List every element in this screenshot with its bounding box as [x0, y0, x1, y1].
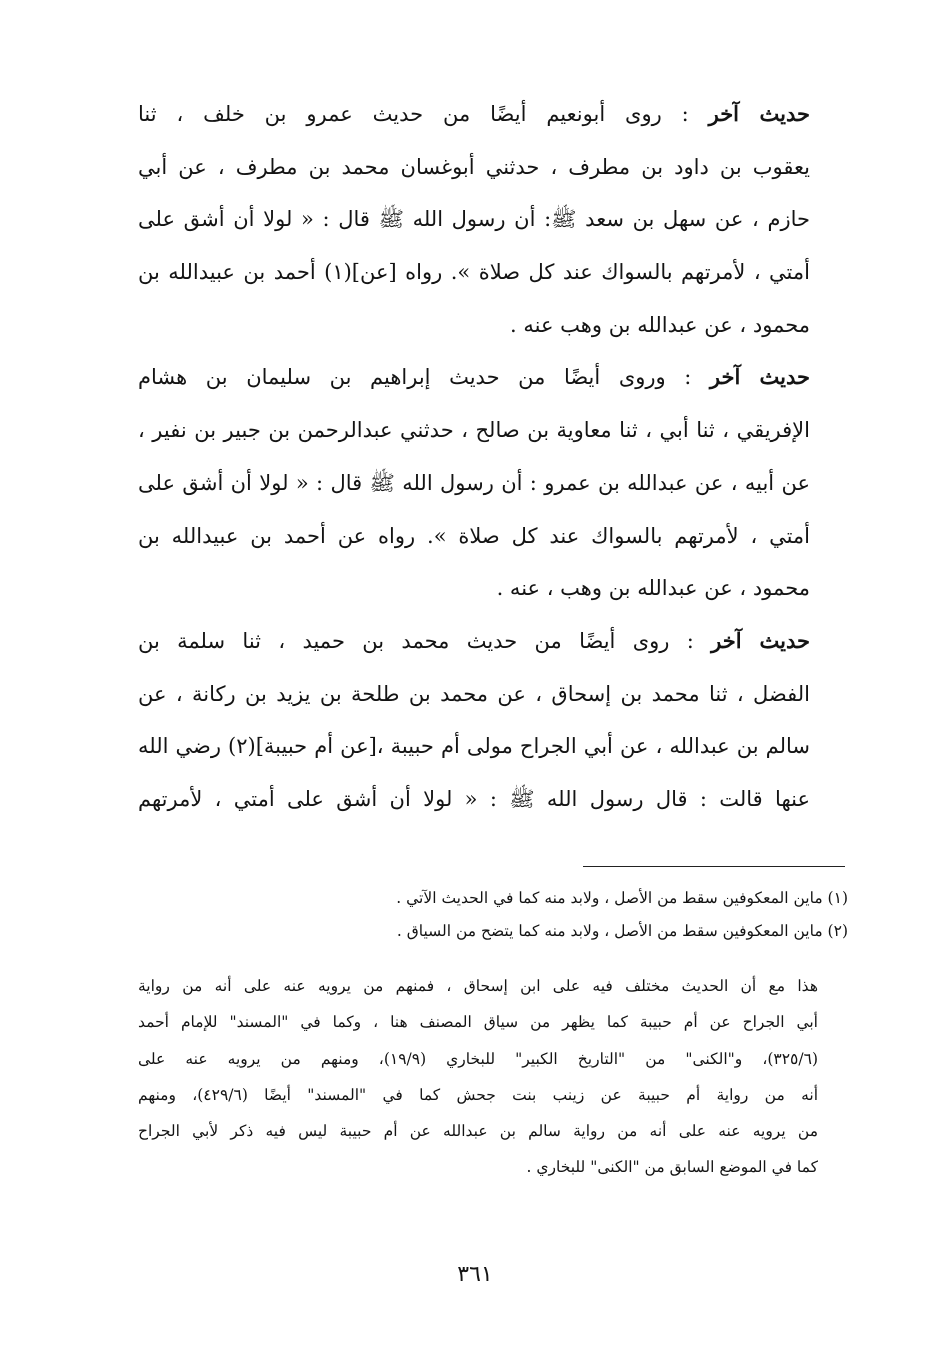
text-line: حديث آخر : وروى أيضًا من حديث إبراهيم بن سليمان بن هشام [138, 364, 810, 390]
text-line: سالم بن عبدالله ، عن أبي الجراح مولى أم حبيبة ،[عن أم حبيبة](٢) رضي الله [138, 734, 810, 759]
text-line: الإفريقي ، ثنا أبي ، ثنا معاوية بن صالح ، حدثني عبدالرحمن بن جبير بن نفير ، [138, 418, 810, 443]
footnote-continuation [138, 968, 818, 1186]
footnote-line: كما في الموضع السابق من "الكنى" للبخاري . [526, 1158, 818, 1177]
footnote-line: (٣٢٥/٦)، و"الكنى" من "التاريخ الكبير" للبخاري (١٩/٩)، ومنهم من يرويه عنه على [138, 1049, 818, 1068]
footnote-line: أنه من رواية أم حبيبة عن زينب بنت جحش كما في "المسند" أيضًا (٤٢٩/٦)، ومنهم [138, 1085, 818, 1104]
text-line: يعقوب بن داود بن مطرف ، حدثني أبوغسان محمد بن مطرف ، عن أبي [138, 154, 810, 179]
footnote-divider [583, 866, 845, 867]
footnote-line: أبي الجراح عن أم حبيبة كما يظهر من سياق المصنف هنا ، وكما في "المسند" للإمام أحمد [138, 1013, 818, 1032]
section-heading: حديث آخر [709, 364, 810, 390]
page-number: ٣٦١ [457, 1262, 493, 1287]
text-line: أمتي ، لأمرتهم بالسواك عند كل صلاة ». رواه [عن](١) أحمد بن عبيدالله بن [138, 260, 810, 285]
footnotes [138, 882, 848, 948]
footnote-line: هذا مع أن الحديث مختلف فيه على ابن إسحاق ، فمنهم من يرويه عنه على أنه من رواية [138, 977, 818, 995]
text-line: عن أبيه ، عن عبدالله بن عمرو : أن رسول الله ﷺ قال : « لولا أن أشق على [138, 470, 810, 495]
text-line: الفضل ، ثنا محمد بن إسحاق ، عن محمد بن طلحة بن يزيد بن ركانة ، عن [138, 681, 810, 706]
footnote-line: من يرويه عنه على أنه من رواية سالم بن عبدالله عن أم حبيبة ليس فيه ذكر لأبي الجراح [138, 1122, 818, 1141]
footnote-item: (١) ماين المعكوفين سقط من الأصل ، ولابد منه كما في الحديث الآتي . [396, 889, 848, 907]
footnote-item: (٢) ماين المعكوفين سقط من الأصل ، ولابد منه كما يتضح من السياق . [396, 922, 848, 940]
text-line: محمود ، عن عبدالله بن وهب ، عنه . [496, 576, 810, 601]
section-heading: حديث آخر [708, 101, 810, 126]
text-line: محمود ، عن عبدالله بن وهب عنه . [510, 312, 810, 337]
section-heading: حديث آخر [711, 627, 810, 653]
main-text [138, 88, 810, 826]
text-line: حديث آخر : روى أبونعيم أيضًا من حديث عمرو بن خلف ، ثنا [138, 101, 810, 126]
text-line: أمتي ، لأمرتهم بالسواك عند كل صلاة ». رواه عن أحمد بن عبيدالله بن [138, 523, 810, 548]
text-line: حازم ، عن سهل بن سعد ﷺ: أن رسول الله ﷺ قال : « لولا أن أشق على [138, 207, 810, 232]
text-line: عنها قالت : قال رسول الله ﷺ : « لولا أن أشق على أمتي ، لأمرتهم [138, 786, 810, 811]
text-line: حديث آخر : روى أيضًا من حديث محمد بن حميد ، ثنا سلمة بن [138, 627, 810, 653]
